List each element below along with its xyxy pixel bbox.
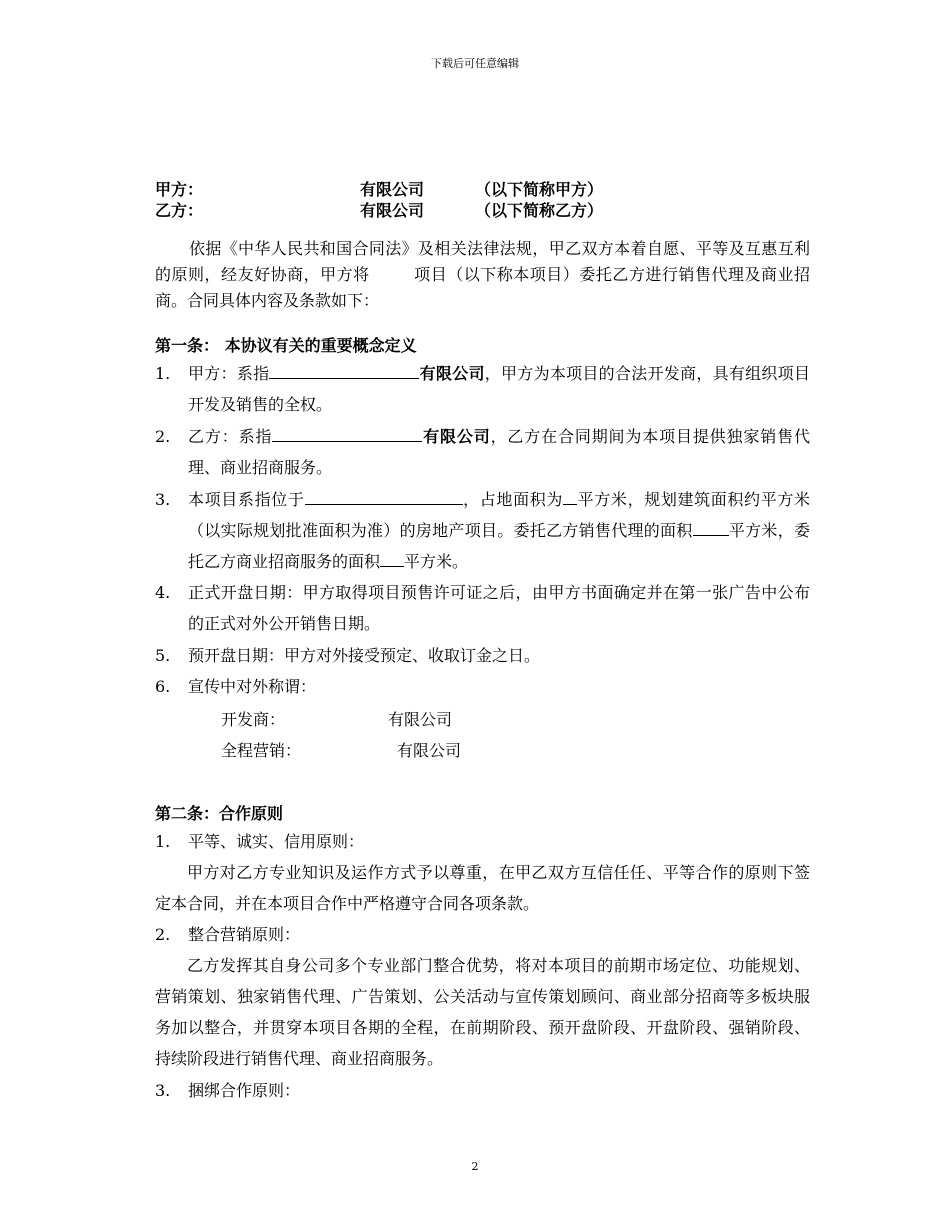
developer-label: 开发商： <box>221 710 286 729</box>
intro-part-1: 依据《中华人民共和国合同法》及相关法律法规，甲乙双方本着自愿、平等及互惠互利的原则，经友好协商，甲方将 <box>155 239 810 284</box>
party-yi-short: （以下简称乙方） <box>475 201 604 220</box>
party-jia-company: 有限公司 <box>360 180 425 199</box>
bold-company: 有限公司 <box>422 427 491 446</box>
item-number: 2. <box>155 427 171 446</box>
item-number: 1. <box>155 364 171 383</box>
blank-line <box>693 517 729 536</box>
article-1-item-1: 1. 甲方：系指 有限公司，甲方为本项目的合法开发商，具有组织项目开发及销售的全权。 <box>155 358 810 420</box>
marketing-value: 有限公司 <box>397 741 462 760</box>
article-1-item-2: 2. 乙方：系指 有限公司，乙方在合同期间为本项目提供独家销售代理、商业招商服务。 <box>155 421 810 483</box>
article-2-paragraph-2: 乙方发挥其自身公司多个专业部门整合优势，将对本项目的前期市场定位、功能规划、营销策划、独家销售代理、广告策划、公关活动与宣传策划顾问、商业部分招商等多板块服务加以整合，并贯穿本项目各期的全程，在前期阶段、预开盘阶段、开盘阶段、强销阶段、持续阶段进行销售代理、商业招商服务。 <box>155 956 810 1068</box>
article-2-item-3: 3. 捆绑合作原则： <box>155 1075 810 1106</box>
article-2-item-1: 1. 平等、诚实、信用原则： <box>155 826 810 857</box>
article-2-paragraph-1: 甲方对乙方专业知识及运作方式予以尊重，在甲乙双方互信任任、平等合作的原则下签定本合同，并在本项目合作中严格遵守合同各项条款。 <box>155 863 810 913</box>
marketing-label: 全程营销： <box>221 741 302 760</box>
article-2-title: 第二条：合作原则 <box>155 804 284 823</box>
party-jia-short: （以下简称甲方） <box>475 180 604 199</box>
party-yi-label: 乙方： <box>155 201 204 220</box>
item-number: 6. <box>155 677 171 696</box>
blank-line <box>272 423 422 442</box>
item-number: 1. <box>155 832 171 851</box>
article-1-title: 第一条： 本协议有关的重要概念定义 <box>155 336 417 355</box>
item-number: 3. <box>155 1081 171 1100</box>
developer-value: 有限公司 <box>388 710 453 729</box>
bold-company: 有限公司 <box>419 364 485 383</box>
blank-line <box>563 486 577 505</box>
article-1-item-4: 4. 正式开盘日期：甲方取得项目预售许可证之后，由甲方书面确定并在第一张广告中公布的正式对外公开销售日期。 <box>155 577 810 639</box>
page-header: 下载后可任意编辑 <box>431 57 519 70</box>
party-jia-label: 甲方： <box>155 180 204 199</box>
item-number: 2. <box>155 925 171 944</box>
article-1-item-5: 5. 预开盘日期：甲方对外接受预定、收取订金之日。 <box>155 640 810 671</box>
blank-line <box>269 360 419 379</box>
article-2-item-2: 2. 整合营销原则： <box>155 919 810 950</box>
article-1-item-6: 6. 宣传中对外称谓： <box>155 671 810 702</box>
party-yi-company: 有限公司 <box>360 201 425 220</box>
blank-line <box>305 486 463 505</box>
item-number: 3. <box>155 490 171 509</box>
page-number: 2 <box>471 1160 479 1173</box>
item-number: 5. <box>155 646 171 665</box>
intro-paragraph <box>155 236 810 314</box>
blank-line <box>380 548 404 567</box>
item-number: 4. <box>155 583 171 602</box>
intro-part-2: 项目（以下称本项目）委托乙方进行销售代理及商业招商。合同具体内容及条款如下： <box>155 265 810 310</box>
article-1-item-3: 3. 本项目系指位于 ，占地面积为 平方米，规划建筑面积约平方米（以实际规划批准面积为准）的房地产项目。委托乙方销售代理的面积 平方米，委托乙方商业招商服务的面积 平方米。 <box>155 484 810 577</box>
